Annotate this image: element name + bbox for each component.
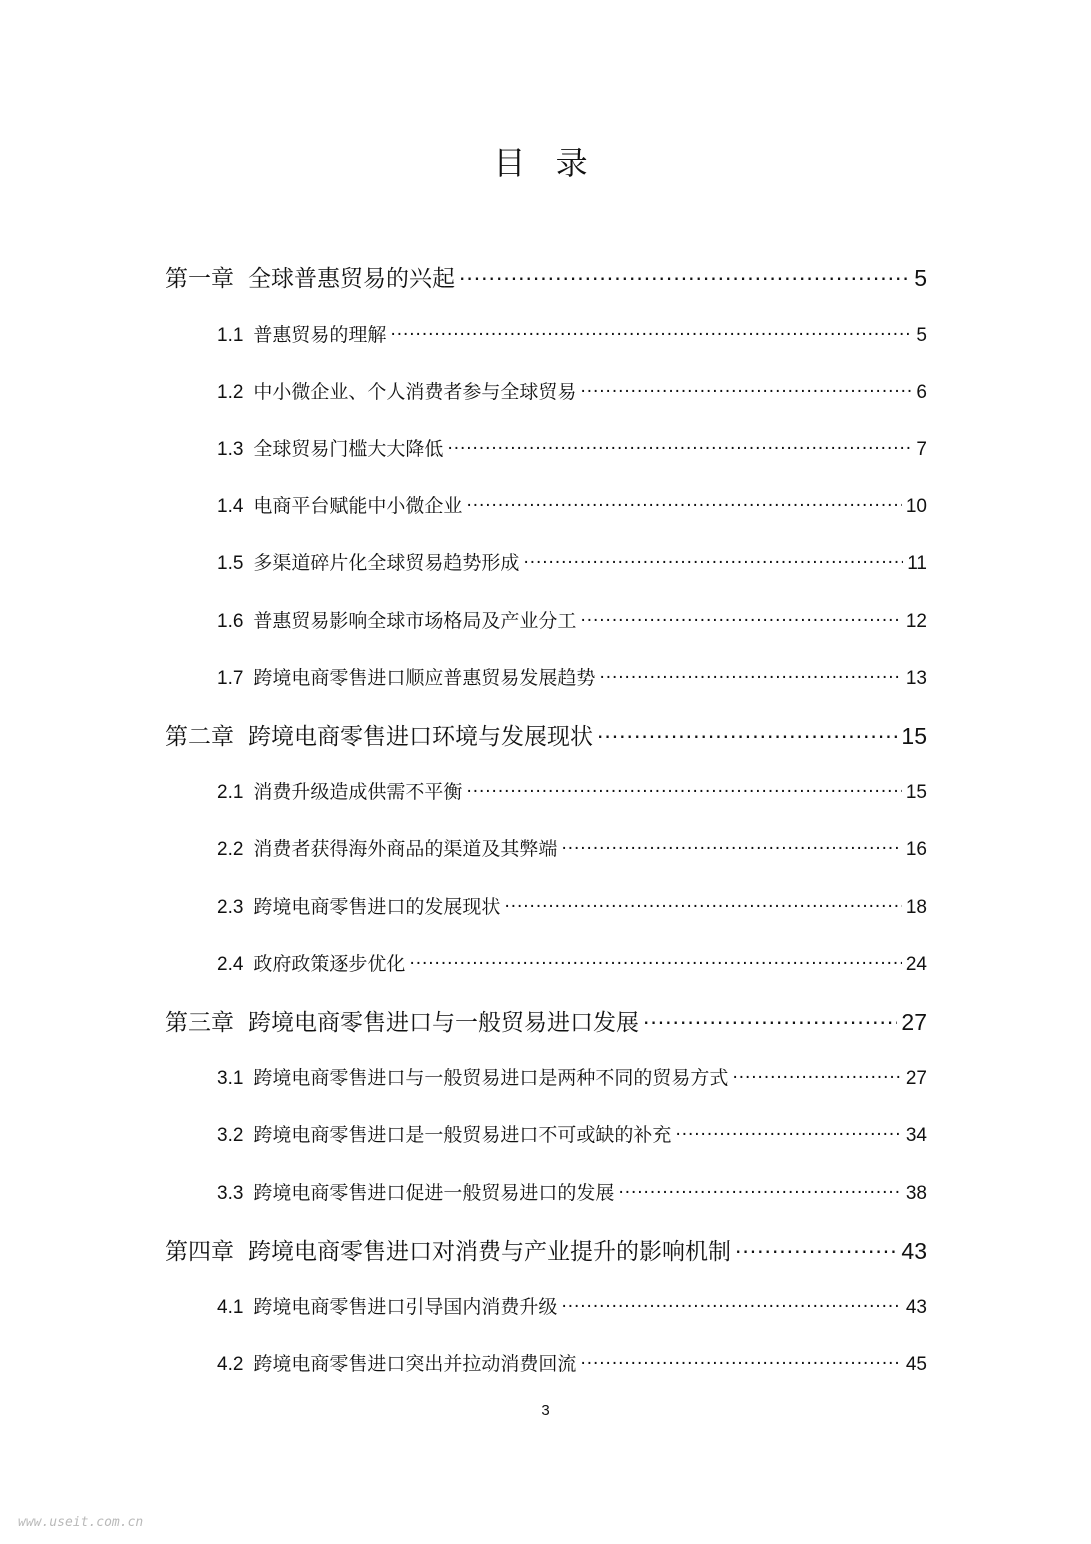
entry-label: 跨境电商零售进口对消费与产业提升的影响机制 bbox=[248, 1239, 731, 1265]
entry-page: 16 bbox=[905, 839, 927, 860]
entry-number: 2.2 bbox=[217, 839, 244, 860]
toc-entry-section-3-3[interactable] bbox=[217, 1178, 927, 1205]
toc-entry-section-1-4[interactable] bbox=[217, 491, 927, 518]
dot-leader bbox=[599, 665, 901, 684]
entry-page: 6 bbox=[916, 382, 927, 403]
entry-number: 第一章 bbox=[165, 265, 234, 291]
entry-page: 27 bbox=[905, 1068, 927, 1089]
entry-page: 43 bbox=[901, 1238, 927, 1264]
entry-page: 10 bbox=[905, 496, 927, 517]
dot-leader bbox=[580, 1351, 901, 1370]
entry-page: 18 bbox=[905, 897, 927, 918]
entry-number: 2.1 bbox=[217, 782, 244, 803]
entry-page: 7 bbox=[916, 439, 927, 460]
dot-leader bbox=[390, 322, 912, 341]
entry-page: 15 bbox=[901, 723, 927, 749]
dot-leader bbox=[523, 550, 903, 569]
entry-page: 5 bbox=[914, 265, 927, 291]
entry-label: 跨境电商零售进口与一般贸易进口发展 bbox=[248, 1010, 639, 1036]
toc-entry-section-2-1[interactable] bbox=[217, 777, 927, 804]
entry-page: 43 bbox=[905, 1297, 927, 1318]
entry-number: 3.3 bbox=[217, 1183, 244, 1204]
dot-leader bbox=[580, 608, 901, 627]
entry-label: 跨境电商零售进口是一般贸易进口不可或缺的补充 bbox=[253, 1124, 672, 1146]
entry-number: 1.6 bbox=[217, 611, 244, 632]
entry-label: 中小微企业、个人消费者参与全球贸易 bbox=[253, 381, 577, 403]
entry-number: 3.1 bbox=[217, 1068, 244, 1089]
dot-leader bbox=[618, 1180, 901, 1199]
toc-entry-section-1-1[interactable] bbox=[217, 320, 927, 347]
entry-label: 普惠贸易的理解 bbox=[253, 324, 387, 346]
dot-leader bbox=[466, 779, 901, 798]
entry-page: 45 bbox=[905, 1354, 927, 1375]
entry-label: 消费者获得海外商品的渠道及其弊端 bbox=[253, 838, 558, 860]
entry-label: 多渠道碎片化全球贸易趋势形成 bbox=[253, 552, 520, 574]
entry-number: 第四章 bbox=[165, 1238, 234, 1264]
toc-entry-chapter-2[interactable] bbox=[165, 718, 927, 751]
dot-leader bbox=[561, 836, 901, 855]
toc-entry-section-1-3[interactable] bbox=[217, 434, 927, 461]
entry-label: 跨境电商零售进口突出并拉动消费回流 bbox=[253, 1353, 577, 1375]
entry-label: 跨境电商零售进口环境与发展现状 bbox=[248, 724, 593, 750]
dot-leader bbox=[597, 721, 897, 744]
toc-entry-section-2-2[interactable] bbox=[217, 834, 927, 861]
toc-entry-section-4-2[interactable] bbox=[217, 1349, 927, 1376]
dot-leader bbox=[459, 263, 910, 286]
entry-label: 跨境电商零售进口与一般贸易进口是两种不同的贸易方式 bbox=[253, 1067, 729, 1089]
entry-number: 第三章 bbox=[165, 1009, 234, 1035]
entry-page: 11 bbox=[907, 553, 927, 574]
dot-leader bbox=[732, 1065, 901, 1084]
toc-entry-section-1-7[interactable] bbox=[217, 663, 927, 690]
entry-page: 12 bbox=[905, 611, 927, 632]
toc-entry-section-2-4[interactable] bbox=[217, 949, 927, 976]
entry-label: 电商平台赋能中小微企业 bbox=[253, 495, 463, 517]
entry-label: 全球普惠贸易的兴起 bbox=[248, 266, 455, 292]
entry-page: 24 bbox=[905, 954, 927, 975]
entry-page: 5 bbox=[916, 325, 927, 346]
page-number: 3 bbox=[541, 1402, 550, 1419]
entry-page: 34 bbox=[905, 1125, 927, 1146]
dot-leader bbox=[643, 1007, 897, 1030]
dot-leader bbox=[735, 1236, 897, 1259]
entry-number: 1.5 bbox=[217, 553, 244, 574]
entry-number: 4.1 bbox=[217, 1297, 244, 1318]
entry-label: 跨境电商零售进口引导国内消费升级 bbox=[253, 1296, 558, 1318]
toc-entry-chapter-3[interactable] bbox=[165, 1004, 927, 1037]
toc-title: 目 录 bbox=[493, 144, 598, 182]
entry-label: 跨境电商零售进口促进一般贸易进口的发展 bbox=[253, 1182, 615, 1204]
dot-leader bbox=[409, 951, 901, 970]
toc-entry-section-1-6[interactable] bbox=[217, 606, 927, 633]
entry-number: 1.3 bbox=[217, 439, 244, 460]
entry-number: 3.2 bbox=[217, 1125, 244, 1146]
entry-number: 1.2 bbox=[217, 382, 244, 403]
dot-leader bbox=[580, 379, 912, 398]
dot-leader bbox=[466, 493, 901, 512]
entry-label: 跨境电商零售进口顺应普惠贸易发展趋势 bbox=[253, 667, 596, 689]
entry-label: 政府政策逐步优化 bbox=[253, 953, 406, 975]
entry-label: 全球贸易门槛大大降低 bbox=[253, 438, 444, 460]
dot-leader bbox=[561, 1294, 901, 1313]
toc-entry-section-1-5[interactable] bbox=[217, 548, 927, 575]
entry-label: 普惠贸易影响全球市场格局及产业分工 bbox=[253, 610, 577, 632]
toc-entry-chapter-4[interactable] bbox=[165, 1233, 927, 1266]
entry-label: 跨境电商零售进口的发展现状 bbox=[253, 896, 501, 918]
entry-number: 1.1 bbox=[217, 325, 244, 346]
entry-number: 1.7 bbox=[217, 668, 244, 689]
entry-page: 15 bbox=[905, 782, 927, 803]
toc-entry-section-2-3[interactable] bbox=[217, 892, 927, 919]
toc-entry-section-1-2[interactable] bbox=[217, 377, 927, 404]
toc-entry-section-4-1[interactable] bbox=[217, 1292, 927, 1319]
entry-number: 2.3 bbox=[217, 897, 244, 918]
watermark: www.useit.com.cn bbox=[18, 1515, 144, 1530]
toc-entry-section-3-2[interactable] bbox=[217, 1120, 927, 1147]
dot-leader bbox=[675, 1122, 901, 1141]
entry-label: 消费升级造成供需不平衡 bbox=[253, 781, 463, 803]
toc-entry-chapter-1[interactable] bbox=[165, 260, 927, 293]
entry-page: 27 bbox=[901, 1009, 927, 1035]
entry-number: 1.4 bbox=[217, 496, 244, 517]
dot-leader bbox=[447, 436, 912, 455]
entry-number: 4.2 bbox=[217, 1354, 244, 1375]
dot-leader bbox=[504, 894, 901, 913]
entry-number: 2.4 bbox=[217, 954, 244, 975]
entry-page: 13 bbox=[905, 668, 927, 689]
entry-number: 第二章 bbox=[165, 723, 234, 749]
entry-page: 38 bbox=[905, 1183, 927, 1204]
toc-entry-section-3-1[interactable] bbox=[217, 1063, 927, 1090]
